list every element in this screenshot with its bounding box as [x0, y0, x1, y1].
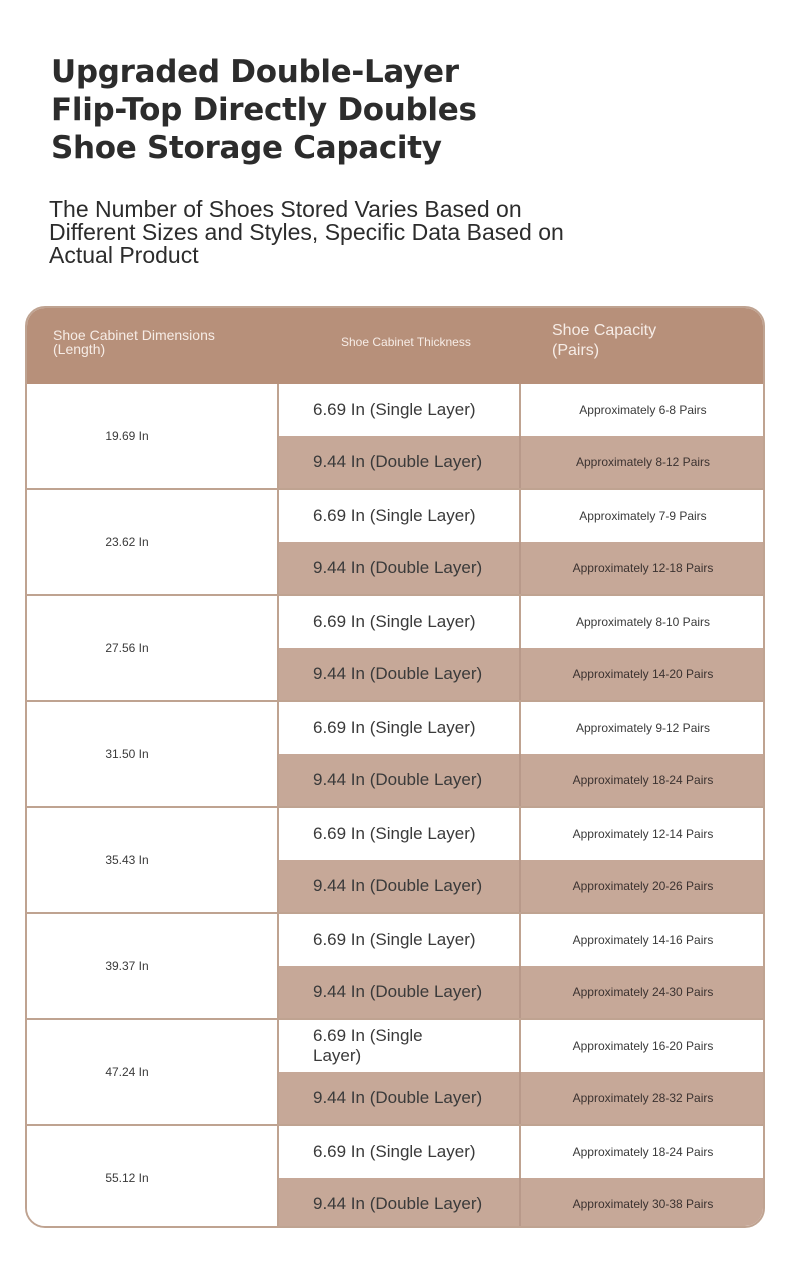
capacity-cell: Approximately 16-20 Pairs: [572, 1039, 714, 1053]
length-cell: 31.50 In: [27, 702, 279, 806]
capacity-cell: Approximately 28-32 Pairs: [572, 1091, 714, 1105]
table-row: [27, 808, 763, 914]
double-layer-row: [279, 648, 765, 700]
page-title: Upgraded Double-Layer Flip-Top Directly Doubles Shoe Storage Capacity: [51, 54, 477, 166]
thickness-cell: 9.44 In (Double Layer): [279, 966, 521, 1018]
capacity-cell: Approximately 14-16 Pairs: [572, 933, 714, 947]
thickness-cell: 6.69 In (Single Layer): [279, 914, 521, 966]
length-cell: 23.62 In: [27, 490, 279, 594]
page-subtitle: The Number of Shoes Stored Varies Based on Different Sizes and Styles, Specific Data Based on Actual Product: [49, 196, 564, 268]
thickness-cell: 6.69 In (Single Layer): [279, 596, 521, 648]
length-cell: 47.24 In: [27, 1020, 279, 1124]
thickness-cell: 6.69 In (Single Layer): [279, 1126, 521, 1178]
capacity-cell: Approximately 8-12 Pairs: [575, 455, 711, 469]
thickness-cell: 9.44 In (Double Layer): [279, 1178, 521, 1228]
capacity-cell: Approximately 12-14 Pairs: [572, 827, 714, 841]
thickness-cell: 9.44 In (Double Layer): [279, 648, 521, 700]
thickness-cell: 9.44 In (Double Layer): [279, 754, 521, 806]
capacity-cell: Approximately 30-38 Pairs: [572, 1197, 714, 1211]
capacity-cell: Approximately 20-26 Pairs: [572, 879, 714, 893]
double-layer-row: [279, 1072, 765, 1124]
single-layer-row: [279, 914, 765, 966]
length-cell: 35.43 In: [27, 808, 279, 912]
thickness-cell: 6.69 In (Single Layer): [279, 490, 521, 542]
thickness-cell: 9.44 In (Double Layer): [279, 542, 521, 594]
capacity-cell: Approximately 7-9 Pairs: [579, 509, 707, 523]
table-row: [27, 596, 763, 702]
table-row: [27, 1126, 763, 1228]
single-layer-row: [279, 490, 765, 542]
length-cell: 55.12 In: [27, 1126, 279, 1228]
thickness-cell: 6.69 In (Single Layer): [279, 384, 521, 436]
length-cell: 19.69 In: [27, 384, 279, 488]
thickness-cell: 9.44 In (Double Layer): [279, 436, 521, 488]
length-cell: 27.56 In: [27, 596, 279, 700]
thickness-cell: 9.44 In (Double Layer): [279, 860, 521, 912]
thickness-cell: 6.69 In (Single Layer): [279, 1020, 521, 1072]
double-layer-row: [279, 436, 765, 488]
capacity-cell: Approximately 18-24 Pairs: [572, 773, 714, 787]
single-layer-row: [279, 596, 765, 648]
double-layer-row: [279, 1178, 765, 1228]
thickness-cell: 9.44 In (Double Layer): [279, 1072, 521, 1124]
single-layer-row: [279, 1020, 765, 1072]
table-row: [27, 1020, 763, 1126]
capacity-cell: Approximately 9-12 Pairs: [575, 721, 711, 735]
header-capacity: Shoe Capacity (Pairs): [552, 322, 657, 359]
single-layer-row: [279, 808, 765, 860]
capacity-cell: Approximately 24-30 Pairs: [572, 985, 714, 999]
table-row: [27, 490, 763, 596]
thickness-cell: 6.69 In (Single Layer): [279, 702, 521, 754]
capacity-cell: Approximately 12-18 Pairs: [572, 561, 714, 575]
table-row: [27, 914, 763, 1020]
table-row: [27, 384, 763, 490]
double-layer-row: [279, 754, 765, 806]
length-cell: 39.37 In: [27, 914, 279, 1018]
single-layer-row: [279, 1126, 765, 1178]
capacity-table: [25, 306, 765, 1228]
header-length: Shoe Cabinet Dimensions (Length): [53, 327, 215, 357]
table-header: [27, 308, 763, 384]
capacity-cell: Approximately 6-8 Pairs: [579, 403, 707, 417]
double-layer-row: [279, 860, 765, 912]
single-layer-row: [279, 702, 765, 754]
header-thickness: Shoe Cabinet Thickness: [341, 335, 471, 349]
capacity-cell: Approximately 8-10 Pairs: [575, 615, 711, 629]
table-row: [27, 702, 763, 808]
double-layer-row: [279, 542, 765, 594]
double-layer-row: [279, 966, 765, 1018]
thickness-cell: 6.69 In (Single Layer): [279, 808, 521, 860]
capacity-cell: Approximately 18-24 Pairs: [572, 1145, 714, 1159]
single-layer-row: [279, 384, 765, 436]
capacity-cell: Approximately 14-20 Pairs: [572, 667, 714, 681]
